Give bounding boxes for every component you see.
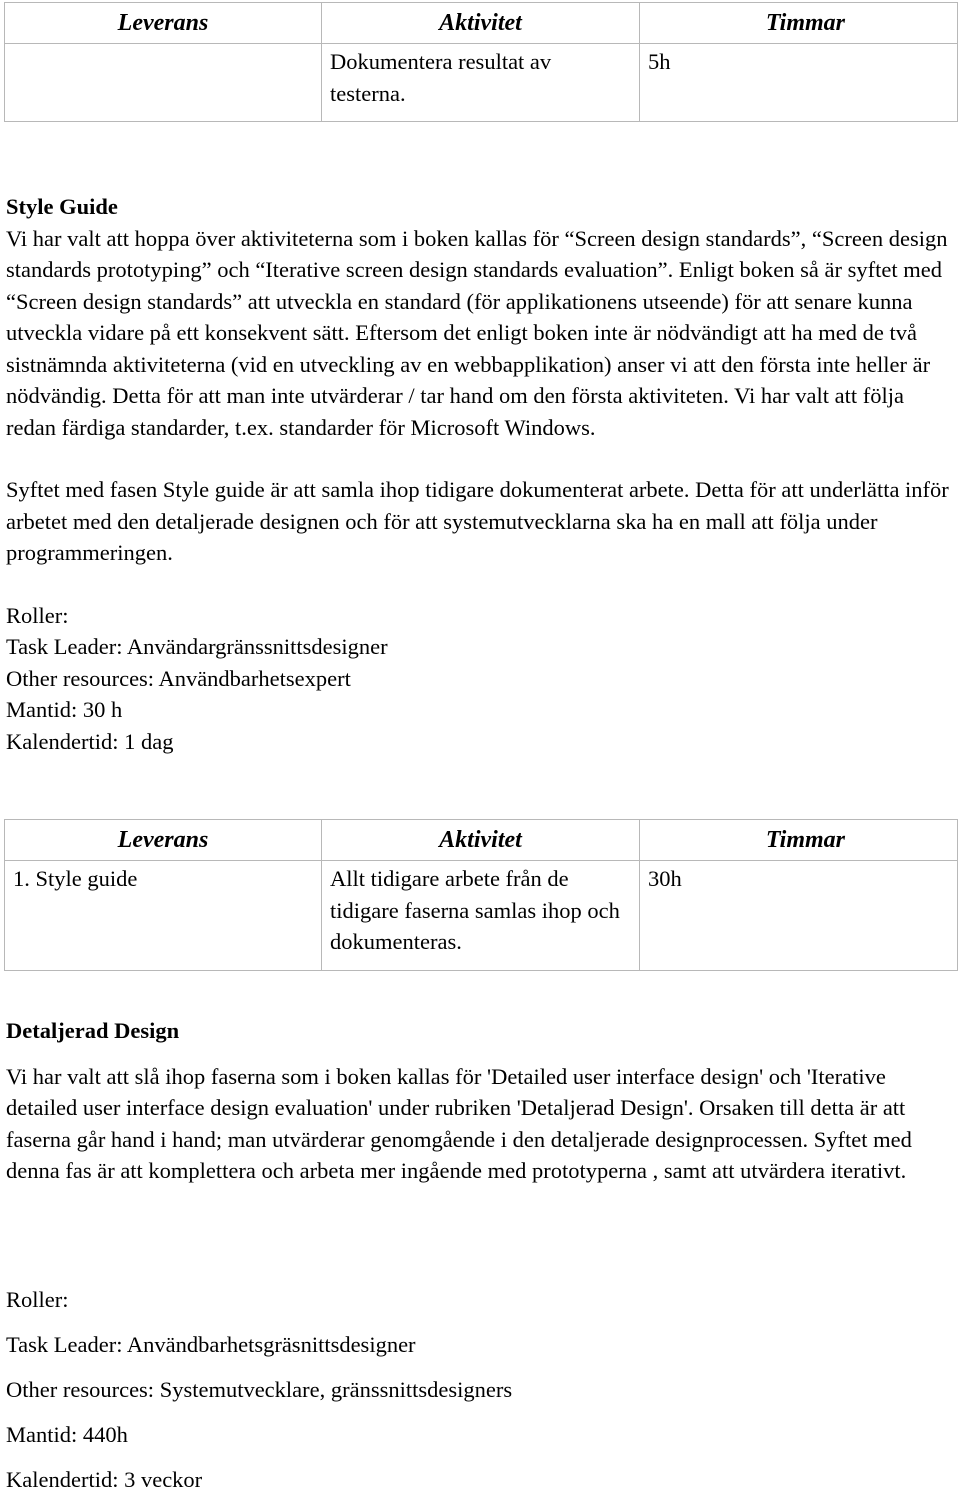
cell-hours: 30h <box>640 861 958 971</box>
other-resources: Other resources: Användbarhetsexpert <box>6 665 351 691</box>
roles-block <box>6 1277 956 1502</box>
calendar-time: Kalendertid: 1 dag <box>6 728 174 754</box>
table-header-row <box>5 820 958 861</box>
body-paragraph: Vi har valt att hoppa över aktiviteterna som i boken kallas för “Screen design standards”, “Screen design standards prototyping” och “Iterative screen design standards evaluation”. Enligt boken så är syftet med “Screen design standards” att utveckla en standard (för applikationens utseende) för att senare kunna utveckla vidare på ett konsekvent sätt. Eftersom det enligt boken inte är nödvändigt att ha med de två sistnämnda aktiviteterna (vid en utveckling av en webbapplikation) anser vi att den första inte heller är nödvändig. Detta för att man inte utvärderar / tar hand om den första aktiviteten. Vi har valt att följa redan färdiga standarder, t.ex. standarder för Microsoft Windows. <box>6 225 948 440</box>
cell-deliverable <box>5 44 322 122</box>
task-leader: Task Leader: Användbarhetsgräsnittsdesigner <box>6 1332 416 1357</box>
detailed-design-section <box>6 1015 956 1187</box>
header-activity: Aktivitet <box>322 3 640 44</box>
calendar-time: Kalendertid: 3 veckor <box>6 1467 203 1492</box>
task-leader: Task Leader: Användargränssnittsdesigner <box>6 634 388 659</box>
other-resources: Other resources: Systemutvecklare, gränssnittsdesigners <box>6 1377 513 1402</box>
roles-label: Roller: <box>6 602 69 628</box>
cell-hours: 5h <box>640 44 958 122</box>
cell-activity: Dokumentera resultat av testerna. <box>322 44 640 122</box>
deliverables-table-top <box>4 2 958 122</box>
table-row <box>5 44 958 122</box>
deliverables-table-style-guide <box>4 819 958 971</box>
body-paragraph: Syftet med fasen Style guide är att samla ihop tidigare dokumenterat arbete. Detta för att underlätta inför arbetet med den detaljerade designen och för att systemutvecklarna ska ha en mall att följa under programmeringen. <box>6 477 949 565</box>
table-header-row <box>5 3 958 44</box>
table-row <box>5 861 958 971</box>
body-paragraph: Vi har valt att slå ihop faserna som i boken kallas för 'Detailed user interface design' och 'Iterative detailed user interface design evaluation' under rubriken 'Detaljerad Design'. Orsaken till detta är att faserna går hand i hand; man utvärderar genomgående i den detaljerade designprocessen. Syftet med denna fas är att komplettera och arbeta mer ingående med prototyperna , samt att utvärdera iterativt. <box>6 1063 912 1183</box>
section-heading: Detaljerad Design <box>6 1018 180 1043</box>
man-hours: Mantid: 30 h <box>6 697 123 722</box>
roles-label: Roller: <box>6 1287 69 1312</box>
man-hours: Mantid: 440h <box>6 1422 128 1447</box>
header-activity: Aktivitet <box>322 820 640 861</box>
cell-deliverable: 1. Style guide <box>5 861 322 971</box>
header-deliverable: Leverans <box>5 3 322 44</box>
detailed-design-roles <box>6 1277 956 1502</box>
header-hours: Timmar <box>640 820 958 861</box>
header-hours: Timmar <box>640 3 958 44</box>
style-guide-section <box>6 191 956 757</box>
roles-block <box>6 600 956 758</box>
cell-activity: Allt tidigare arbete från de tidigare faserna samlas ihop och dokumenteras. <box>322 861 640 971</box>
header-deliverable: Leverans <box>5 820 322 861</box>
section-heading: Style Guide <box>6 194 118 219</box>
